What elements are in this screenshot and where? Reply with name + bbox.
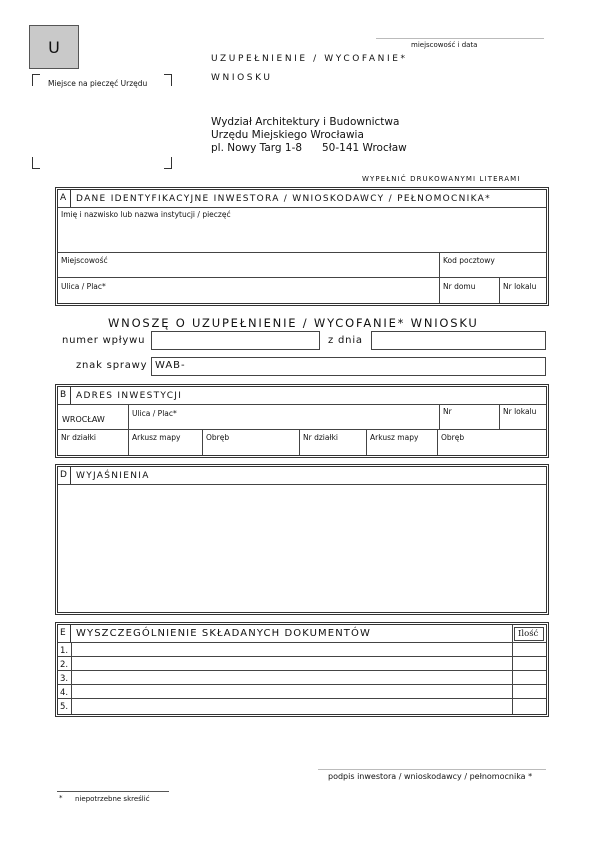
section-b-v4: [202, 429, 203, 455]
footnote-text: niepotrzebne skreślić: [75, 795, 150, 803]
section-b-v2: [439, 404, 440, 429]
section-e-letter-box: [58, 625, 71, 642]
city-label: Miejscowość: [61, 256, 108, 265]
b-flat-label: Nr lokalu: [503, 407, 537, 416]
section-b-v5: [299, 429, 300, 455]
section-a-divider-1: [58, 207, 546, 208]
section-b-letter-box: [58, 387, 71, 404]
stamp-corner-tl: [32, 74, 40, 86]
e-row-line-4: [58, 698, 546, 699]
form-title-line1: UZUPEŁNIENIE / WYCOFANIE*: [211, 54, 408, 64]
date-label: z dnia: [328, 335, 363, 346]
stamp-corner-br: [164, 157, 172, 169]
stamp-letter-box: [29, 25, 79, 69]
sheet-label-2: Arkusz mapy: [370, 433, 419, 442]
form-title-line2: WNIOSKU: [211, 73, 273, 83]
section-d-divider: [58, 484, 546, 485]
fill-note: WYPEŁNIĆ DRUKOWANYMI LITERAMI: [362, 175, 521, 183]
e-row-line-2: [58, 670, 546, 671]
section-b-v6: [366, 429, 367, 455]
signature-line: [318, 769, 546, 770]
e-row-line-1: [58, 656, 546, 657]
postal-label: Kod pocztowy: [443, 256, 495, 265]
section-d-letter: D: [60, 470, 67, 480]
e-row-num-4: 4.: [60, 688, 69, 698]
stamp-letter: U: [48, 38, 60, 57]
place-date-label: miejscowość i data: [411, 41, 478, 49]
section-a-divider-2: [58, 252, 546, 253]
e-row-num-1: 1.: [60, 646, 69, 656]
qty-label: Ilość: [518, 629, 539, 639]
section-e-title: WYSZCZEGÓLNIENIE SKŁADANYCH DOKUMENTÓW: [76, 628, 371, 639]
section-a-letter-box: [58, 190, 71, 207]
section-a-v2: [499, 277, 500, 303]
date-field[interactable]: [371, 331, 546, 350]
name-label: Imię i nazwisko lub nazwa instytucji / pieczęć: [61, 210, 231, 219]
place-date-line: [376, 38, 544, 39]
addressee-line-2: Urzędu Miejskiego Wrocławia: [211, 129, 364, 141]
section-a-divider-3: [58, 277, 546, 278]
section-d: [57, 466, 547, 613]
section-b-v7: [437, 429, 438, 455]
section-d-title: WYJAŚNIENIA: [76, 471, 150, 481]
request-heading: WNOSZĘ O UZUPEŁNIENIE / WYCOFANIE* WNIOSKU: [108, 316, 479, 330]
stamp-corner-tr: [164, 74, 172, 86]
section-b-letter: B: [60, 390, 67, 400]
sheet-label-1: Arkusz mapy: [132, 433, 181, 442]
section-b: [57, 386, 547, 456]
e-row-line-0: [58, 642, 546, 643]
e-row-num-5: 5.: [60, 702, 69, 712]
street-label: Ulica / Plac*: [61, 282, 106, 291]
section-e-num-col: [71, 642, 72, 714]
case-number-field[interactable]: [151, 357, 546, 376]
e-row-num-2: 2.: [60, 660, 69, 670]
section-a-title: DANE IDENTYFIKACYJNE INWESTORA / WNIOSKODAWCY / PEŁNOMOCNIKA*: [76, 194, 491, 204]
investment-city: WROCŁAW: [62, 415, 105, 424]
e-row-line-3: [58, 684, 546, 685]
footnote-line: [57, 791, 169, 792]
section-b-title: ADRES INWESTYCJI: [76, 391, 183, 401]
precinct-label-2: Obręb: [441, 433, 465, 442]
house-label: Nr domu: [443, 282, 476, 291]
case-label: znak sprawy: [76, 360, 148, 371]
addressee-line-1: Wydział Architektury i Budownictwa: [211, 116, 400, 128]
case-prefix: WAB-: [155, 360, 186, 371]
precinct-label-1: Obręb: [206, 433, 230, 442]
section-b-divider-2: [58, 429, 546, 430]
b-nr-label: Nr: [443, 407, 452, 416]
section-d-letter-box: [58, 467, 71, 484]
e-row-num-3: 3.: [60, 674, 69, 684]
signature-label: podpis inwestora / wnioskodawcy / pełnomocnika *: [328, 772, 533, 781]
footnote-mark: *: [59, 794, 63, 802]
section-e-letter: E: [60, 628, 66, 638]
entry-number-label: numer wpływu: [62, 335, 146, 346]
section-b-v3: [499, 404, 500, 429]
addressee-line-3: pl. Nowy Targ 1-8: [211, 142, 303, 154]
plot-label-1: Nr działki: [61, 433, 97, 442]
flat-label: Nr lokalu: [503, 282, 537, 291]
stamp-caption: Miejsce na pieczęć Urzędu: [48, 79, 148, 88]
qty-header-box: [514, 627, 544, 641]
stamp-corner-bl: [32, 157, 40, 169]
plot-label-2: Nr działki: [303, 433, 339, 442]
addressee-line-3b: 50-141 Wrocław: [322, 142, 407, 154]
entry-number-field[interactable]: [151, 331, 320, 350]
section-a-letter: A: [60, 193, 67, 203]
section-a: [57, 189, 547, 304]
section-e: [57, 624, 547, 715]
b-street-label: Ulica / Plac*: [132, 409, 177, 418]
section-b-divider-1: [58, 404, 546, 405]
